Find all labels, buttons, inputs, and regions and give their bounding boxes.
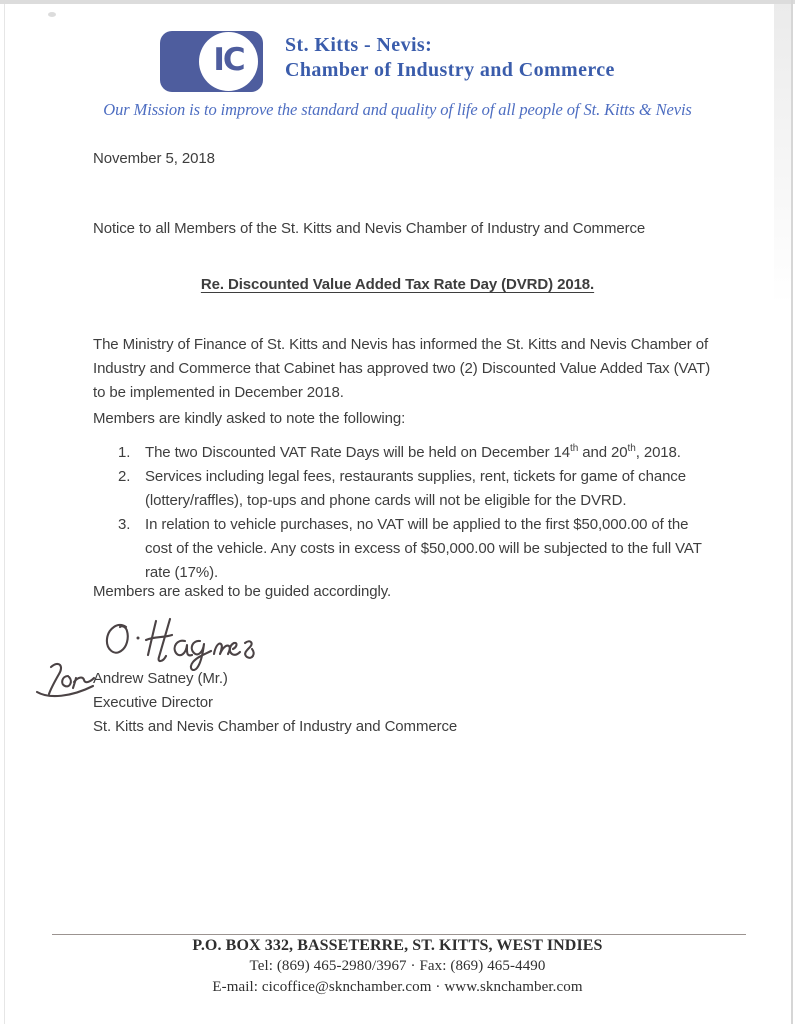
footer-address: P.O. BOX 332, BASSETERRE, ST. KITTS, WEST INDIES [192, 937, 603, 954]
superscript-ordinal: th [570, 443, 579, 454]
list-item-3-line: cost of the vehicle. Any costs in excess of $50,000.00 will be subjected to the full VAT [145, 540, 702, 557]
list-item-2-line: Services including legal fees, restaurants supplies, rent, tickets for game of chance [145, 468, 686, 485]
footer-tel-fax: Tel: (869) 465-2980/3967 · Fax: (869) 465-4490 [249, 958, 546, 974]
scan-smudge [48, 12, 56, 17]
letter-addressee: Notice to all Members of the St. Kitts and Nevis Chamber of Industry and Commerce [93, 220, 646, 237]
list-item-1-text: , 2018. [635, 444, 681, 461]
footer-email-web: E-mail: cicoffice@sknchamber.com · www.sknchamber.com [212, 979, 583, 995]
scan-edge-right-shade [774, 4, 791, 304]
list-item-3-line: rate (17%). [145, 564, 219, 581]
handwritten-signature-o-haynes [100, 615, 260, 671]
signatory-name: Andrew Satney (Mr.) [93, 670, 228, 687]
list-item-3-line: In relation to vehicle purchases, no VAT will be applied to the first $50,000.00 of the [145, 516, 689, 533]
letter-subject: Re. Discounted Value Added Tax Rate Day (DVRD) 2018. [200, 276, 595, 293]
organization-name [285, 33, 615, 83]
organization-name-line1: St. Kitts - Nevis: [285, 34, 433, 56]
paragraph-line: to be implemented in December 2018. [93, 384, 344, 401]
cic-logo-icon [199, 32, 258, 91]
letter-body-paragraph [93, 333, 710, 405]
signatory-block [93, 667, 457, 739]
list-item-3 [118, 513, 702, 585]
list-item-1-text: and 20 [578, 444, 628, 461]
letter-date: November 5, 2018 [93, 150, 215, 167]
scan-edge-top [0, 0, 795, 4]
paragraph-line: Industry and Commerce that Cabinet has approved two (2) Discounted Value Added Tax (VAT) [93, 360, 711, 377]
list-item-2 [118, 465, 702, 513]
handwritten-for [33, 658, 99, 704]
signatory-title: Executive Director [93, 694, 213, 711]
superscript-ordinal: th [627, 443, 636, 454]
paragraph-line: The Ministry of Finance of St. Kitts and Nevis has informed the St. Kitts and Nevis Chamber of [93, 336, 709, 353]
letter-closing: Members are asked to be guided accordingly. [93, 583, 392, 600]
notice-list [118, 441, 702, 585]
list-intro: Members are kindly asked to note the following: [93, 410, 406, 427]
signatory-organization: St. Kitts and Nevis Chamber of Industry and Commerce [93, 718, 458, 735]
list-item-2-line: (lottery/raffles), top-ups and phone cards will not be eligible for the DVRD. [145, 492, 627, 509]
footer-divider [52, 934, 746, 935]
mission-statement: Our Mission is to improve the standard and quality of life of all people of St. Kitts & Nevis [103, 100, 692, 119]
scan-edge-right [791, 0, 793, 1024]
list-item-1 [118, 441, 702, 465]
list-item-1-text: The two Discounted VAT Rate Days will be held on December 14 [145, 444, 571, 461]
organization-name-line2: Chamber of Industry and Commerce [285, 59, 615, 81]
cic-logo-letters: IC [213, 42, 244, 78]
scan-edge-left [4, 4, 5, 1024]
